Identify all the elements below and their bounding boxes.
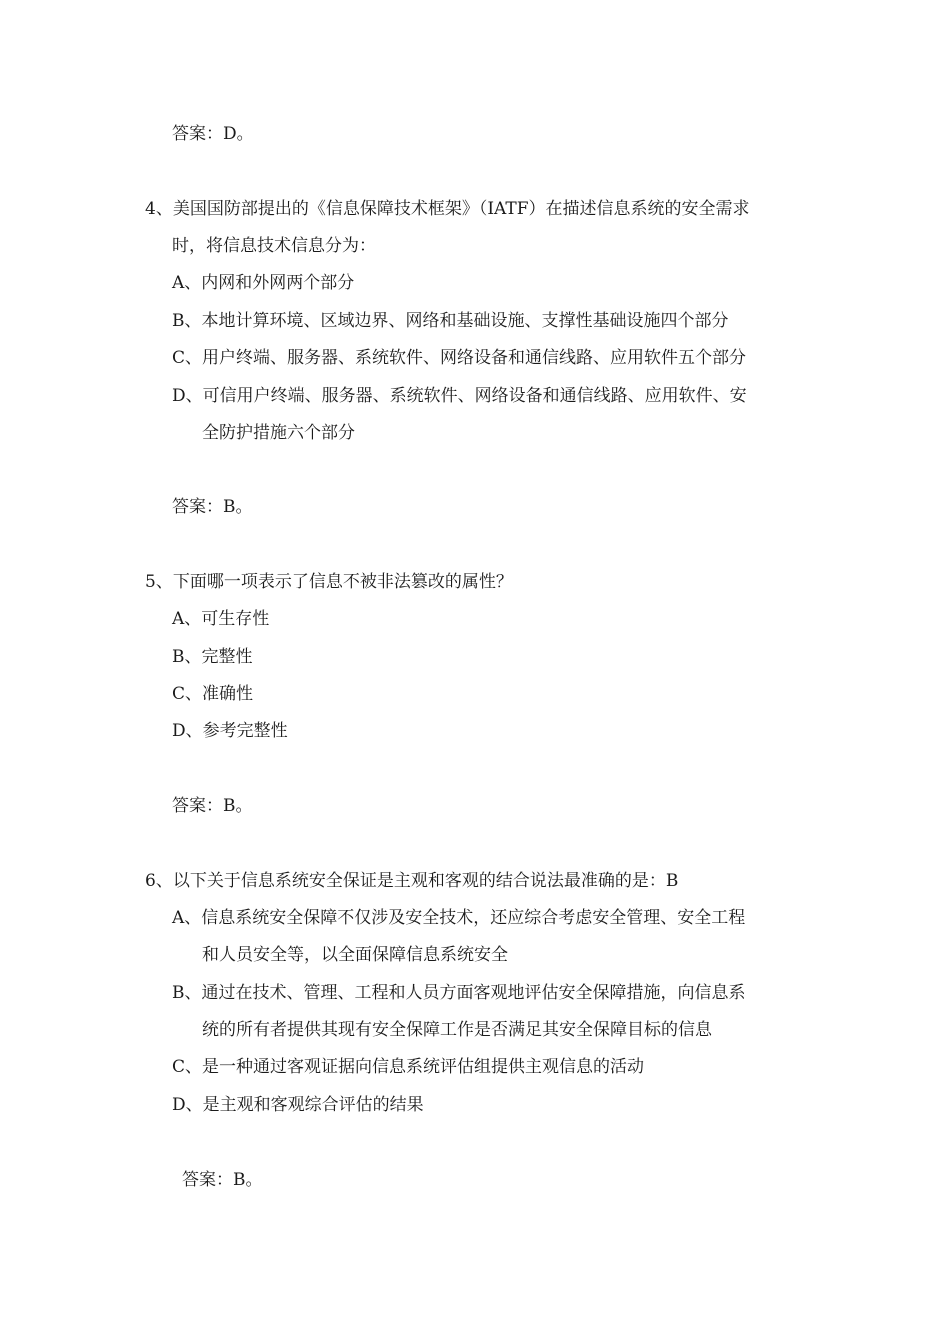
question-4-option-d-line-2: 全防护措施六个部分 <box>202 423 355 443</box>
question-6-option-a-line-2: 和人员安全等，以全面保障信息系统安全 <box>202 945 508 965</box>
question-6-option-c: C、是一种通过客观证据向信息系统评估组提供主观信息的活动 <box>172 1057 645 1077</box>
question-5-option-a: A、可生存性 <box>172 609 270 629</box>
previous-answer: 答案：D。 <box>172 124 254 144</box>
question-4-option-a: A、内网和外网两个部分 <box>172 273 355 293</box>
question-5-option-c: C、准确性 <box>172 684 254 704</box>
question-4-option-c: C、用户终端、服务器、系统软件、网络设备和通信线路、应用软件五个部分 <box>172 348 747 368</box>
question-6-option-b-line-1: B、通过在技术、管理、工程和人员方面客观地评估安全保障措施，向信息系 <box>172 983 746 1003</box>
question-4-answer: 答案：B。 <box>172 497 253 517</box>
question-5-option-d: D、参考完整性 <box>172 721 288 741</box>
question-6-option-a-line-1: A、信息系统安全保障不仅涉及安全技术，还应综合考虑安全管理、安全工程 <box>172 908 746 928</box>
question-4-stem-line-2: 时，将信息技术信息分为： <box>172 236 376 256</box>
question-4-stem-line-1: 4、美国国防部提出的《信息保障技术框架》（IATF）在描述信息系统的安全需求 <box>145 199 750 219</box>
question-5-answer: 答案：B。 <box>172 796 253 816</box>
question-5-stem: 5、下面哪一项表示了信息不被非法篡改的属性？ <box>145 572 513 592</box>
question-6-answer: 答案：B。 <box>182 1170 263 1190</box>
question-6-option-d: D、是主观和客观综合评估的结果 <box>172 1095 424 1115</box>
question-5-option-b: B、完整性 <box>172 647 253 667</box>
question-6-stem: 6、以下关于信息系统安全保证是主观和客观的结合说法最准确的是：B <box>145 871 679 891</box>
question-4-option-d-line-1: D、可信用户终端、服务器、系统软件、网络设备和通信线路、应用软件、安 <box>172 386 747 406</box>
question-6-option-b-line-2: 统的所有者提供其现有安全保障工作是否满足其安全保障目标的信息 <box>202 1020 712 1040</box>
question-4-option-b: B、本地计算环境、区域边界、网络和基础设施、支撑性基础设施四个部分 <box>172 311 729 331</box>
